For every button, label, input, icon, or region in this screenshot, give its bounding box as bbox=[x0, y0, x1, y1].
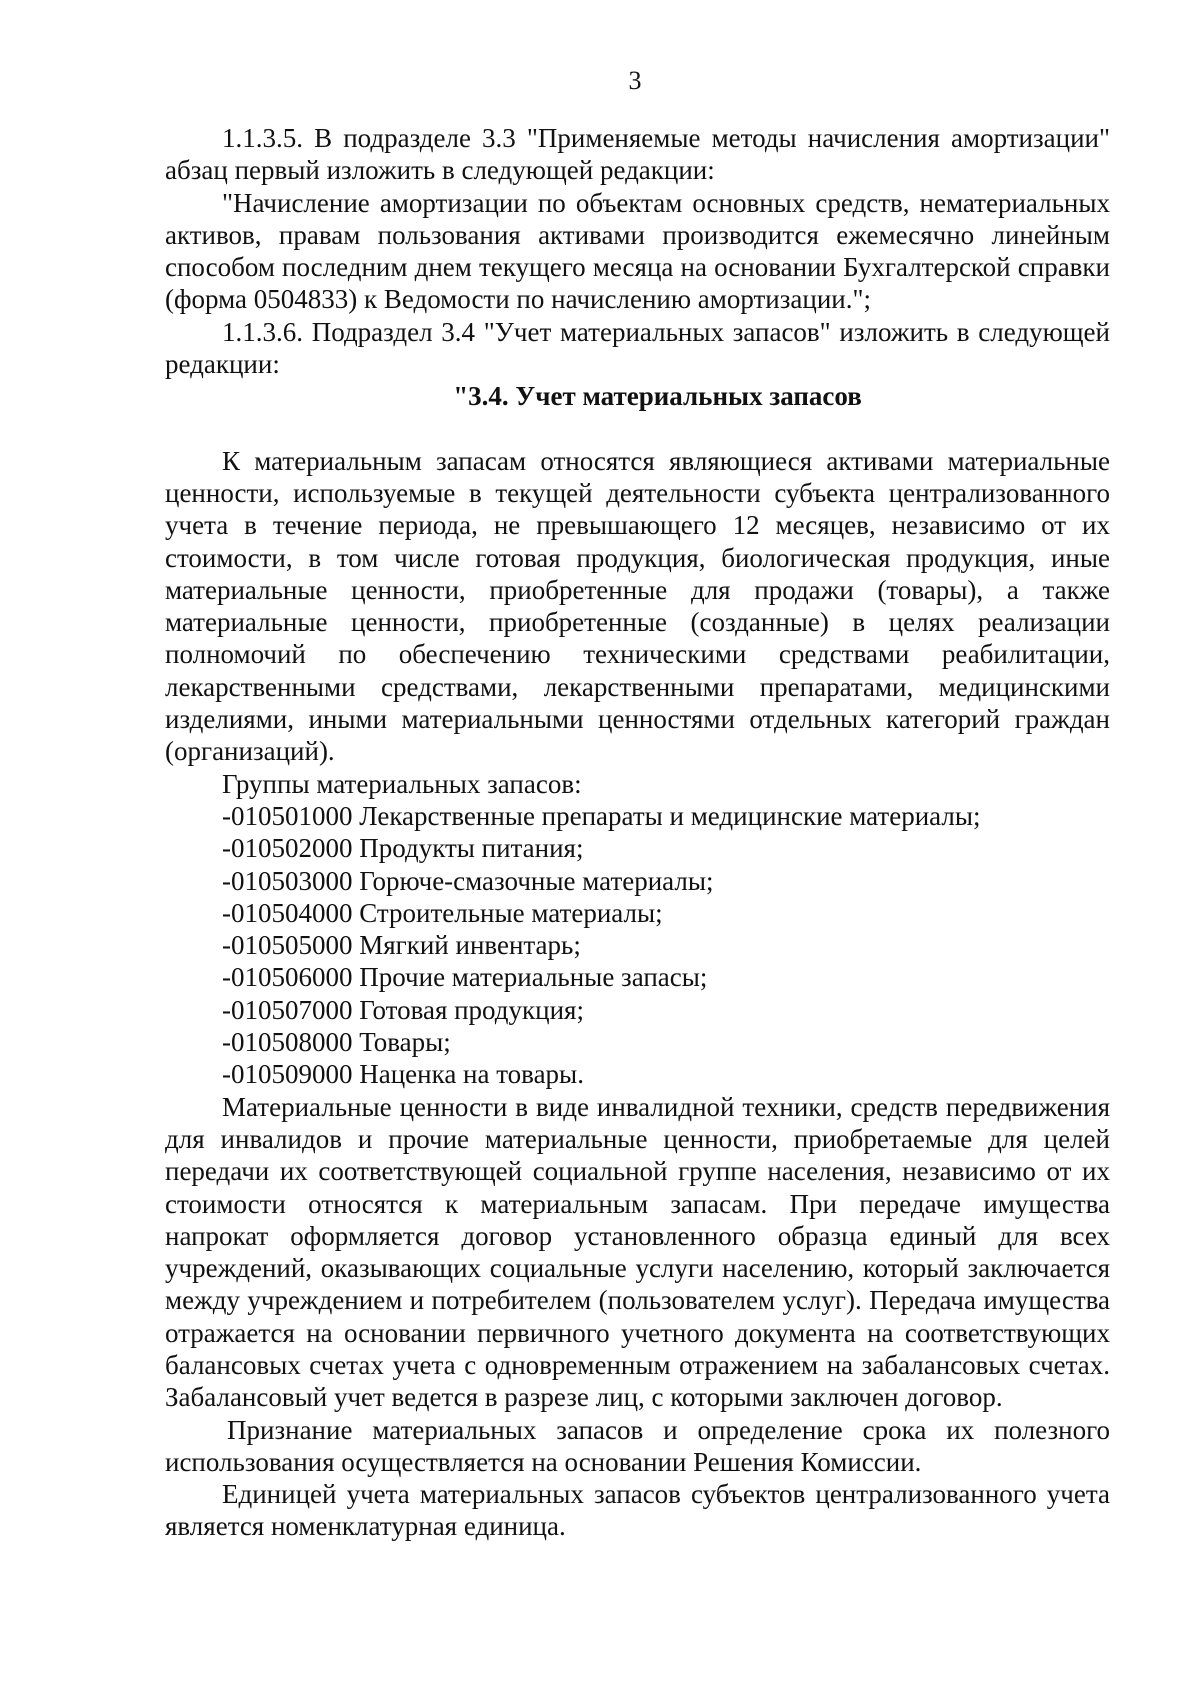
page-number: 3 bbox=[628, 66, 642, 95]
list-item: -010508000 Товары; bbox=[222, 1027, 451, 1058]
paragraph-amendment-3-3: 1.1.3.5. В подразделе 3.3 "Применяемые методы начисления амортизации" абзац первый изложить в следующей редакции: bbox=[165, 123, 1110, 186]
groups-title: Группы материальных запасов: bbox=[222, 768, 582, 799]
paragraph-accounting-unit: Единицей учета материальных запасов субъектов централизованного учета является номенклатурная единица. bbox=[165, 1479, 1110, 1542]
list-item: -010504000 Строительные материалы; bbox=[222, 897, 663, 928]
paragraph-amendment-3-4: 1.1.3.6. Подраздел 3.4 "Учет материальных запасов" изложить в следующей редакции: bbox=[165, 316, 1110, 380]
list-item: -010501000 Лекарственные препараты и медицинские материалы; bbox=[222, 800, 981, 831]
list-item: -010505000 Мягкий инвентарь; bbox=[222, 930, 581, 961]
paragraph-amortization-text: "Начисление амортизации по объектам основных средств, нематериальных активов, правам пользования активами производится ежемесячно линейным способом последним днем текущего месяца на основании Бухгалтерской справки (форма 0504833) к Ведомости по начислению амортизации."; bbox=[165, 187, 1110, 315]
section-heading: "3.4. Учет материальных запасов bbox=[453, 381, 862, 412]
paragraph-disabled-equipment: Материальные ценности в виде инвалидной техники, средств передвижения для инвалидов и прочие материальные ценности, приобретаемые для целей передачи их соответствующей социальной группе населения, независимо от их стоимости относятся к материальным запасам. При передаче имущества напрокат оформляется договор установленного образца единый для всех учреждений, оказывающих социальные услуги населению, который заключается между учреждением и потребителем (пользователем услуг). Передача имущества отражается на основании первичного учетного документа на соответствующих балансовых счетах учета с одновременным отражением на забалансовых счетах. Забалансовый учет ведется в разрезе лиц, с которыми заключен договор. bbox=[165, 1091, 1110, 1413]
document-body bbox=[165, 122, 1110, 1543]
list-item: -010506000 Прочие материальные запасы; bbox=[222, 962, 708, 993]
list-item: -010507000 Готовая продукция; bbox=[222, 994, 584, 1025]
list-item: -010503000 Горюче-смазочные материалы; bbox=[222, 865, 714, 896]
list-item: -010509000 Наценка на товары. bbox=[222, 1059, 584, 1090]
paragraph-material-definition: К материальным запасам относятся являющиеся активами материальные ценности, используемые в текущей деятельности субъекта централизованного учета в течение периода, не превышающего 12 месяцев, независимо от их стоимости, в том числе готовая продукция, биологическая продукция, иные материальные ценности, приобретенные для продажи (товары), а также материальные ценности, приобретенные (созданные) в целях реализации полномочий по обеспечению техническими средствами реабилитации, лекарственными средствами, лекарственными препаратами, медицинскими изделиями, иными материальными ценностями отдельных категорий граждан (организаций). bbox=[165, 445, 1110, 767]
paragraph-recognition: Признание материальных запасов и определение срока их полезного использования осуществляется на основании Решения Комиссии. bbox=[165, 1414, 1110, 1477]
list-item: -010502000 Продукты питания; bbox=[222, 833, 584, 864]
